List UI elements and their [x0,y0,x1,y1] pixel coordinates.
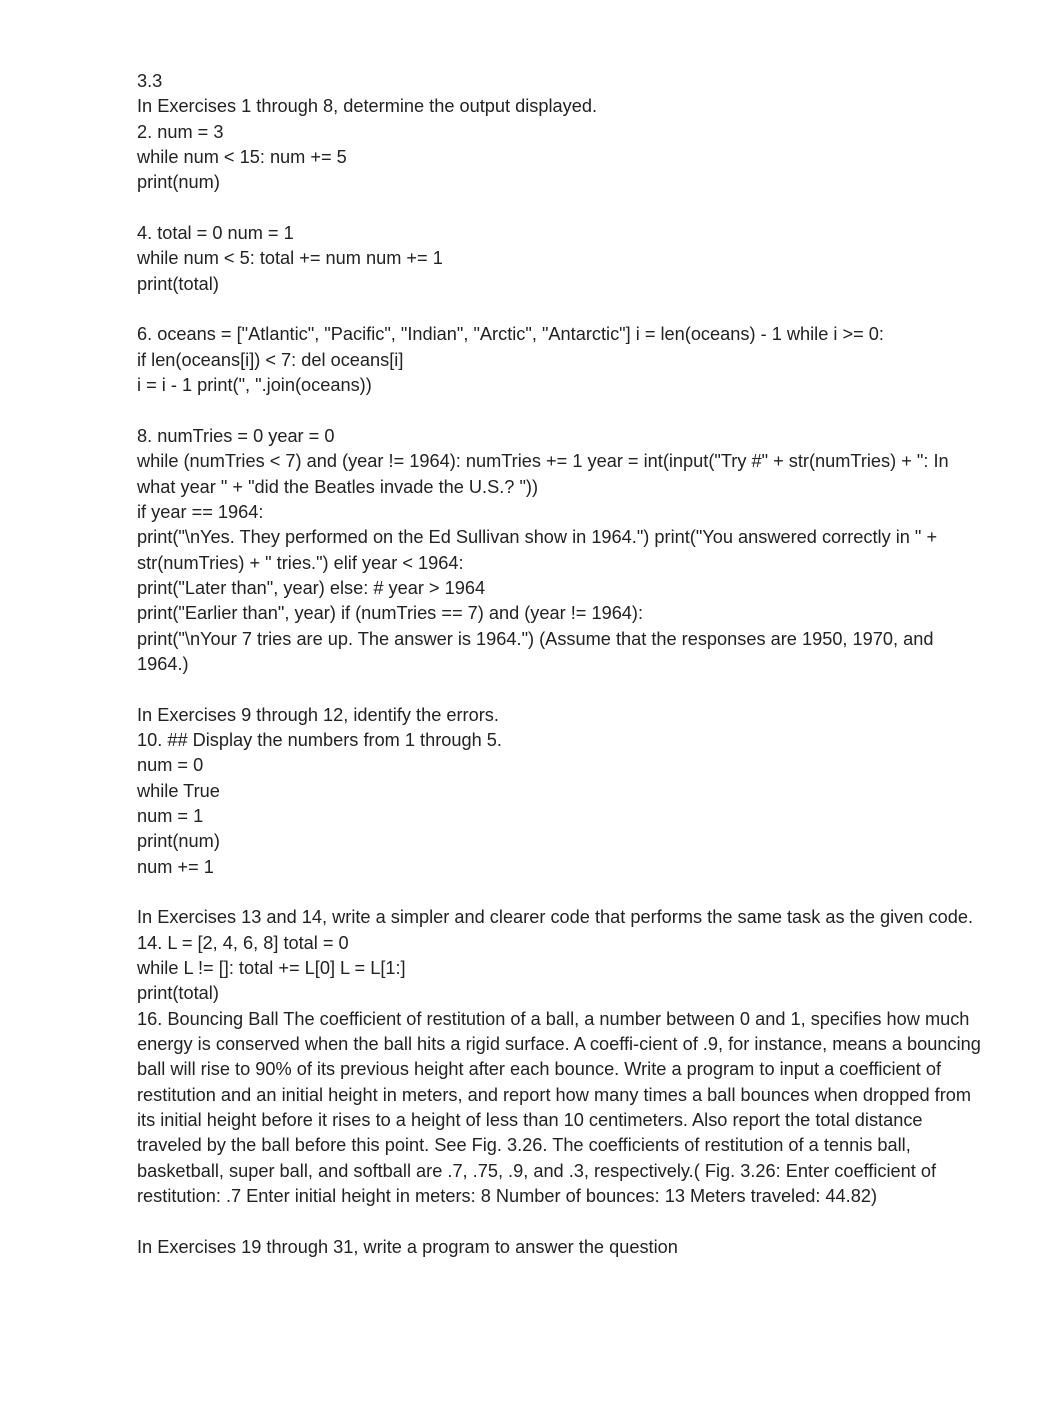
exercise-instruction: In Exercises 1 through 8, determine the output displayed. [137,96,598,117]
text-line: while num < 5: total += num num += 1 [137,248,443,269]
text-line: traveled by the ball before this point. See Fig. 3.26. The coefficients of restitution of a tennis ball, [137,1135,911,1156]
text-line: while num < 15: num += 5 [137,147,347,168]
text-line: energy is conserved when the ball hits a rigid surface. A coeffi-cient of .9, for instance, means a bouncing [137,1034,981,1055]
exercise-instruction: In Exercises 19 through 31, write a program to answer the question [137,1236,678,1257]
blank-line [137,677,1032,702]
text-line: print(total) [137,983,219,1004]
text-line: restitution: .7 Enter initial height in meters: 8 Number of bounces: 13 Meters traveled: 44.82) [137,1186,878,1207]
text-line: num = 1 [137,805,204,826]
document-body [137,69,1032,1260]
text-line: 2. num = 3 [137,121,224,142]
text-line: if len(oceans[i]) < 7: del oceans[i] [137,349,404,370]
text-line: restitution and an initial height in meters, and report how many times a ball bounces when dropped from [137,1084,972,1105]
text-line: num += 1 [137,856,214,877]
blank-line [137,398,1032,423]
blank-line [137,1209,1032,1234]
blank-line [137,880,1032,905]
text-line: num = 0 [137,755,204,776]
text-line: while True [137,780,220,801]
text-line: 16. Bouncing Ball The coefficient of restitution of a ball, a number between 0 and 1, specifies how much [137,1008,970,1029]
blank-line [137,196,1032,221]
text-line: print(num) [137,172,220,193]
text-line: print(num) [137,831,220,852]
exercise-instruction: In Exercises 9 through 12, identify the errors. [137,704,499,725]
text-line: ball will rise to 90% of its previous height after each bounce. Write a program to input a coefficient of [137,1059,942,1080]
text-line: str(numTries) + " tries.") elif year < 1964: [137,552,464,573]
text-line: while (numTries < 7) and (year != 1964): numTries += 1 year = int(input("Try #" + str(numTries) + ": In [137,451,949,472]
text-line: 1964.) [137,653,189,674]
text-line: 14. L = [2, 4, 6, 8] total = 0 [137,932,349,953]
text-line: while L != []: total += L[0] L = L[1:] [137,958,406,979]
text-line: print("Later than", year) else: # year > 1964 [137,577,486,598]
text-line: print("\nYour 7 tries are up. The answer is 1964.") (Assume that the responses are 1950, 1970, and [137,628,934,649]
text-line: basketball, super ball, and softball are .7, .75, .9, and .3, respectively.( Fig. 3.26: Enter coefficient of [137,1160,937,1181]
blank-line [137,297,1032,322]
section-number: 3.3 [137,71,163,91]
text-line: 8. numTries = 0 year = 0 [137,425,335,446]
text-line: 10. ## Display the numbers from 1 through 5. [137,729,502,750]
text-line: print("Earlier than", year) if (numTries == 7) and (year != 1964): [137,603,644,624]
text-line: i = i - 1 print(", ".join(oceans)) [137,375,372,396]
text-line: 6. oceans = ["Atlantic", "Pacific", "Indian", "Arctic", "Antarctic"] i = len(oceans) - 1 while i >= 0: [137,324,884,345]
text-line: if year == 1964: [137,501,264,522]
text-line: print(total) [137,273,219,294]
text-line: its initial height before it rises to a height of less than 10 centimeters. Also report the total distance [137,1110,923,1131]
exercise-instruction: In Exercises 13 and 14, write a simpler and clearer code that performs the same task as the given code. [137,907,974,928]
text-line: 4. total = 0 num = 1 [137,223,294,244]
text-line: what year " + "did the Beatles invade the U.S.? ")) [137,476,539,497]
text-line: print("\nYes. They performed on the Ed Sullivan show in 1964.") print("You answered correctly in " + [137,527,938,548]
